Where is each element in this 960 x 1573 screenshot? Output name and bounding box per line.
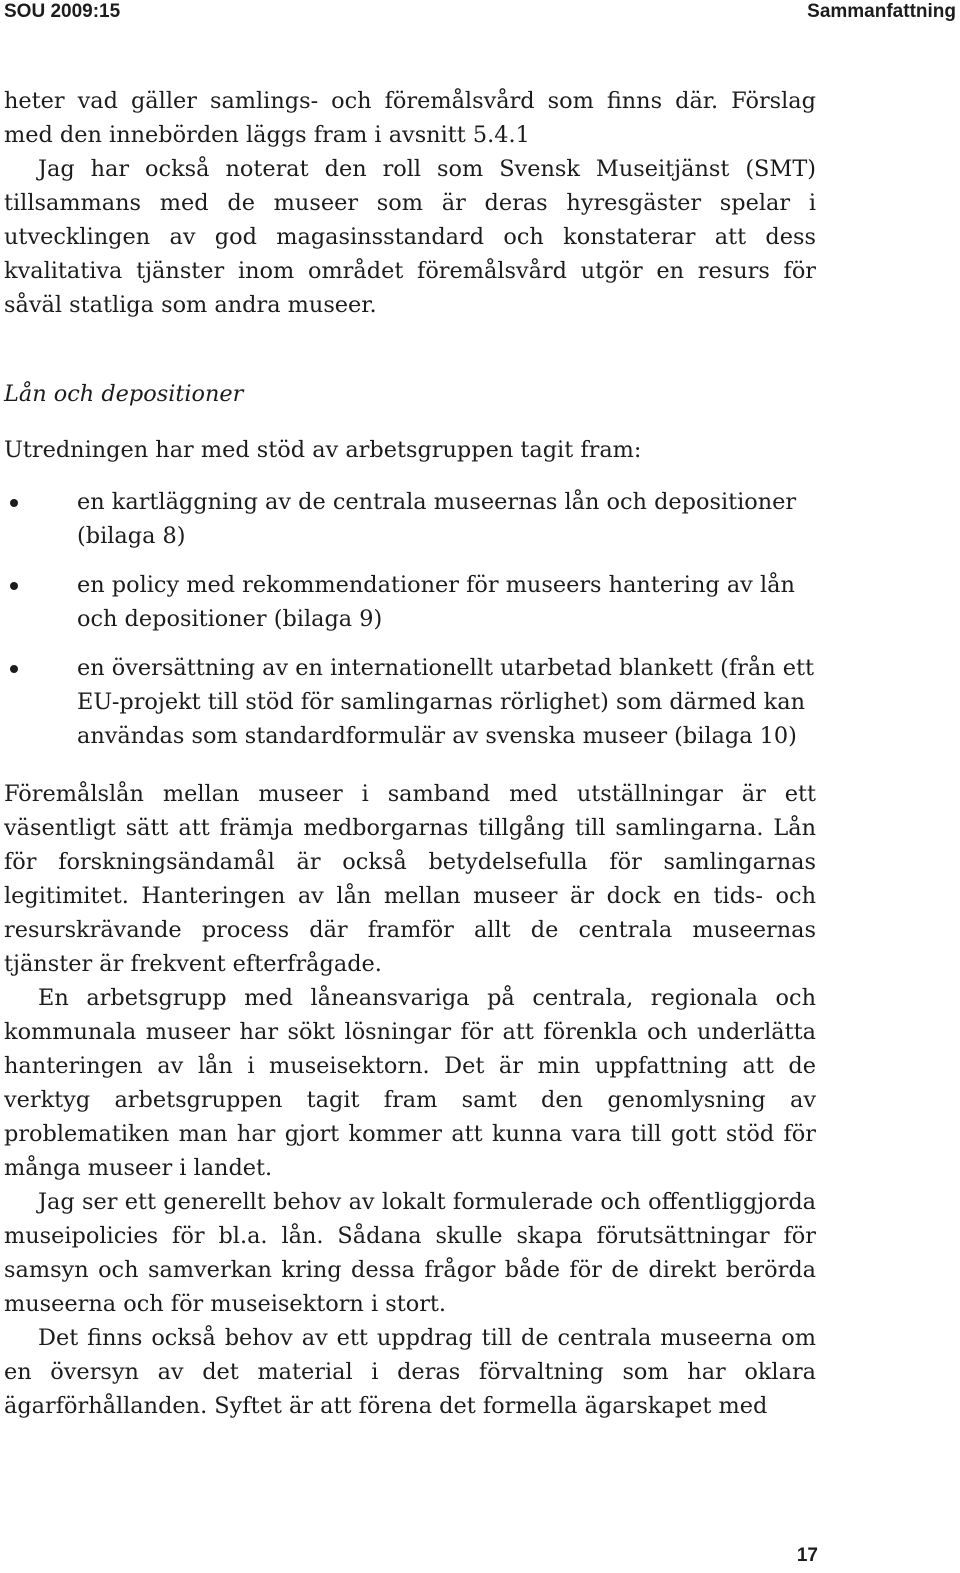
- chapter-title: Sammanfattning: [807, 1, 956, 22]
- paragraph: En arbetsgrupp med låneansvariga på centrala, regionala och kommunala museer har sökt lösningar för att förenkla och underlätta hanteringen av lån i museisektorn. Det är min uppfattning att de verktyg arbetsgruppen tagit fram samt den genomlysning av problematiken man har gjort kommer att kunna vara till gott stöd för många museer i landet.: [4, 985, 816, 1181]
- page-number: 17: [796, 1545, 818, 1566]
- paragraph: Jag ser ett generellt behov av lokalt formulerade och offentliggjorda museipolicies för bl.a. lån. Sådana skulle skapa förutsättningar för samsyn och samverkan kring dessa frågor både för de direkt berörda museerna och för museisektorn i stort.: [4, 1189, 816, 1317]
- bullet-icon: [10, 582, 18, 590]
- list-item: [4, 568, 816, 636]
- bullet-list: [4, 485, 816, 753]
- paragraph: Jag har också noterat den roll som Svensk Museitjänst (SMT) tillsammans med de museer som är deras hyresgäster spelar i utvecklingen av god magasinsstandard och konstaterar att dess kvalitativa tjänster inom området föremålsvård utgör en resurs för såväl statliga som andra museer.: [4, 156, 816, 318]
- document-reference: SOU 2009:15: [4, 1, 121, 22]
- list-item-text: en översättning av en internationellt utarbetad blankett (från ett EU-projekt till stöd för samlingarnas rörlighet) som därmed kan användas som standardformulär av svenska museer (bilaga 10): [77, 655, 815, 749]
- list-item-text: en policy med rekommendationer för museers hantering av lån och depositioner (bilaga 9): [77, 572, 795, 632]
- page-body: [4, 84, 816, 1423]
- section-heading: Lån och depositioner: [4, 381, 244, 407]
- bullet-icon: [10, 499, 18, 507]
- list-item: [4, 485, 816, 553]
- paragraph: heter vad gäller samlings- och föremålsvård som finns där. Förslag med den innebörden läggs fram i avsnitt 5.4.1: [4, 88, 816, 148]
- bullet-icon: [10, 665, 18, 673]
- list-item: [4, 651, 816, 753]
- list-item-text: en kartläggning av de centrala museernas lån och depositioner (bilaga 8): [77, 489, 797, 549]
- list-intro: Utredningen har med stöd av arbetsgruppen tagit fram:: [4, 437, 642, 463]
- page-header: [4, 0, 956, 30]
- paragraph: Det finns också behov av ett uppdrag till de centrala museerna om en översyn av det material i deras förvaltning som har oklara ägarförhållanden. Syftet är att förena det formella ägarskapet med: [4, 1325, 816, 1419]
- paragraph: Föremålslån mellan museer i samband med utställningar är ett väsentligt sätt att främja medborgarnas tillgång till samlingarna. Lån för forskningsändamål är också betydelsefulla för samlingarnas legitimitet. Hanteringen av lån mellan museer är dock en tids- och resurskrävande process där framför allt de centrala museernas tjänster är frekvent efterfrågade.: [4, 781, 816, 977]
